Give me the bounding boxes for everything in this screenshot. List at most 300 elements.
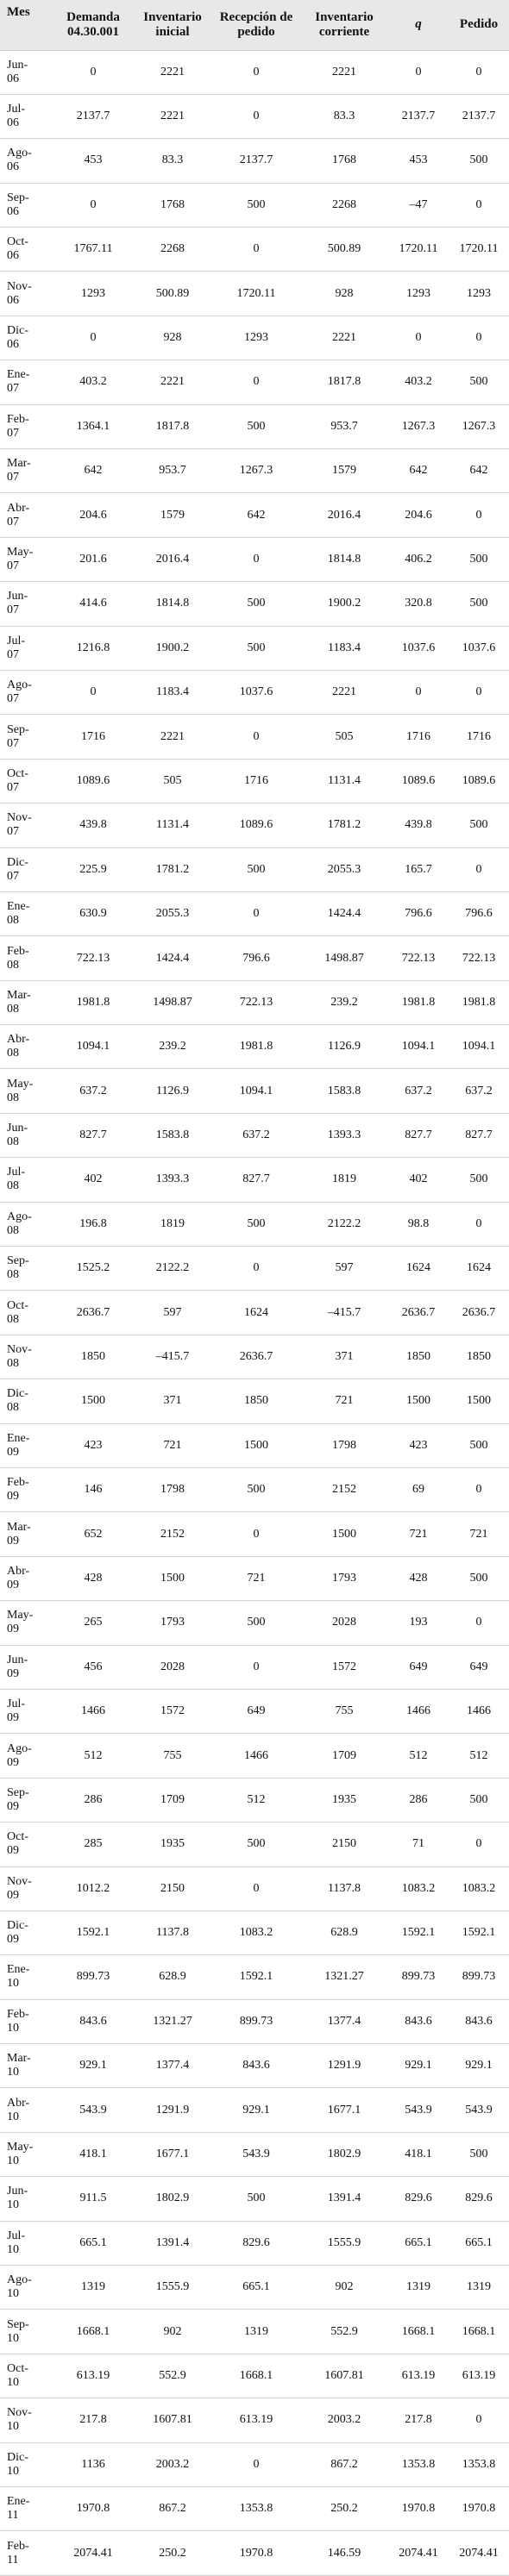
cell-pedido: 500 — [449, 803, 509, 847]
cell-mes: May- 10 — [0, 2132, 53, 2176]
cell-recepcion-pedido: 929.1 — [212, 2088, 300, 2132]
cell-recepcion-pedido: 665.1 — [212, 2266, 300, 2310]
cell-q: 637.2 — [388, 1069, 449, 1113]
table-row — [0, 360, 509, 404]
table-row — [0, 1247, 509, 1291]
cell-pedido: 1624 — [449, 1247, 509, 1291]
cell-q: 827.7 — [388, 1113, 449, 1157]
cell-demanda: 201.6 — [53, 537, 133, 581]
cell-recepcion-pedido: 0 — [212, 891, 300, 935]
cell-q: 642 — [388, 449, 449, 493]
cell-inventario-corriente: 1377.4 — [300, 1999, 388, 2043]
cell-q: 0 — [388, 50, 449, 94]
cell-demanda: 2636.7 — [53, 1291, 133, 1335]
cell-recepcion-pedido: 0 — [212, 715, 300, 759]
cell-recepcion-pedido: 722.13 — [212, 980, 300, 1024]
cell-inventario-inicial: 1814.8 — [133, 582, 212, 626]
cell-pedido: 843.6 — [449, 1999, 509, 2043]
table-row — [0, 493, 509, 537]
cell-recepcion-pedido: 1850 — [212, 1379, 300, 1423]
table-row — [0, 139, 509, 183]
cell-inventario-inicial: 1137.8 — [133, 1910, 212, 1954]
cell-inventario-corriente: 371 — [300, 1335, 388, 1379]
cell-inventario-corriente: 2003.2 — [300, 2398, 388, 2442]
cell-demanda: 1094.1 — [53, 1025, 133, 1069]
cell-demanda: 665.1 — [53, 2221, 133, 2265]
cell-inventario-corriente: 2221 — [300, 50, 388, 94]
cell-recepcion-pedido: 0 — [212, 1247, 300, 1291]
table-row — [0, 1955, 509, 1999]
cell-mes: Feb- 09 — [0, 1468, 53, 1512]
cell-demanda: 1716 — [53, 715, 133, 759]
cell-pedido: 829.6 — [449, 2177, 509, 2221]
cell-inventario-inicial: 1391.4 — [133, 2221, 212, 2265]
cell-inventario-corriente: 867.2 — [300, 2442, 388, 2486]
cell-demanda: 204.6 — [53, 493, 133, 537]
cell-pedido: 0 — [449, 1823, 509, 1866]
cell-inventario-inicial: 1819 — [133, 1202, 212, 1246]
table-row — [0, 715, 509, 759]
cell-inventario-inicial: 2221 — [133, 50, 212, 94]
cell-q: 843.6 — [388, 1999, 449, 2043]
cell-inventario-corriente: 1391.4 — [300, 2177, 388, 2221]
cell-recepcion-pedido: 649 — [212, 1689, 300, 1733]
cell-recepcion-pedido: 500 — [212, 1468, 300, 1512]
cell-mes: Ene- 09 — [0, 1423, 53, 1467]
cell-recepcion-pedido: 1592.1 — [212, 1955, 300, 1999]
cell-inventario-inicial: 2268 — [133, 228, 212, 272]
cell-pedido: 1037.6 — [449, 626, 509, 670]
cell-mes: Oct- 10 — [0, 2354, 53, 2398]
cell-mes: Mar- 07 — [0, 449, 53, 493]
cell-mes: Ago- 10 — [0, 2266, 53, 2310]
cell-pedido: 0 — [449, 1202, 509, 1246]
cell-mes: Sep- 06 — [0, 183, 53, 227]
cell-mes: Abr- 08 — [0, 1025, 53, 1069]
cell-recepcion-pedido: 1668.1 — [212, 2354, 300, 2398]
cell-demanda: 722.13 — [53, 936, 133, 980]
cell-inventario-corriente: 1768 — [300, 139, 388, 183]
cell-inventario-corriente: 1709 — [300, 1734, 388, 1778]
cell-recepcion-pedido: 0 — [212, 50, 300, 94]
cell-mes: Oct- 08 — [0, 1291, 53, 1335]
cell-mes: Oct- 07 — [0, 759, 53, 803]
cell-q: 1970.8 — [388, 2486, 449, 2530]
cell-q: 721 — [388, 1512, 449, 1556]
cell-demanda: 899.73 — [53, 1955, 133, 1999]
cell-q: 439.8 — [388, 803, 449, 847]
cell-pedido: 0 — [449, 183, 509, 227]
cell-mes: Ene- 10 — [0, 1955, 53, 1999]
cell-q: 217.8 — [388, 2398, 449, 2442]
cell-demanda: 1293 — [53, 272, 133, 316]
table-row — [0, 50, 509, 94]
cell-q: 649 — [388, 1645, 449, 1689]
table-row — [0, 2310, 509, 2354]
header-inventario-inicial: Inventario inicial — [133, 0, 212, 50]
cell-q: 423 — [388, 1423, 449, 1467]
cell-inventario-corriente: 1393.3 — [300, 1113, 388, 1157]
cell-recepcion-pedido: 1981.8 — [212, 1025, 300, 1069]
cell-demanda: 414.6 — [53, 582, 133, 626]
table-row — [0, 94, 509, 138]
cell-q: 0 — [388, 670, 449, 714]
cell-pedido: 512 — [449, 1734, 509, 1778]
cell-recepcion-pedido: 500 — [212, 1202, 300, 1246]
cell-inventario-inicial: 1498.87 — [133, 980, 212, 1024]
cell-inventario-inicial: 2016.4 — [133, 537, 212, 581]
cell-recepcion-pedido: 613.19 — [212, 2398, 300, 2442]
cell-inventario-inicial: 1131.4 — [133, 803, 212, 847]
table-row — [0, 1158, 509, 1202]
cell-mes: May- 07 — [0, 537, 53, 581]
cell-q: 1850 — [388, 1335, 449, 1379]
cell-demanda: 1981.8 — [53, 980, 133, 1024]
cell-inventario-corriente: 1572 — [300, 1645, 388, 1689]
cell-inventario-inicial: 1781.2 — [133, 847, 212, 891]
cell-demanda: 0 — [53, 50, 133, 94]
cell-q: 512 — [388, 1734, 449, 1778]
cell-inventario-corriente: 1677.1 — [300, 2088, 388, 2132]
table-row — [0, 2044, 509, 2088]
cell-mes: Abr- 07 — [0, 493, 53, 537]
header-mes: Mes — [0, 0, 53, 50]
cell-inventario-inicial: 721 — [133, 1423, 212, 1467]
cell-recepcion-pedido: 1319 — [212, 2310, 300, 2354]
cell-pedido: 500 — [449, 1556, 509, 1600]
cell-recepcion-pedido: 0 — [212, 537, 300, 581]
table-row — [0, 847, 509, 891]
cell-pedido: 500 — [449, 1158, 509, 1202]
cell-pedido: 500 — [449, 360, 509, 404]
cell-inventario-corriente: 1900.2 — [300, 582, 388, 626]
cell-inventario-inicial: 1607.81 — [133, 2398, 212, 2442]
cell-pedido: 1720.11 — [449, 228, 509, 272]
cell-mes: Ago- 06 — [0, 139, 53, 183]
cell-inventario-corriente: 2268 — [300, 183, 388, 227]
cell-demanda: 1592.1 — [53, 1910, 133, 1954]
cell-pedido: 1716 — [449, 715, 509, 759]
cell-q: 2636.7 — [388, 1291, 449, 1335]
cell-demanda: 439.8 — [53, 803, 133, 847]
cell-inventario-corriente: 1131.4 — [300, 759, 388, 803]
header-demanda: Demanda 04.30.001 — [53, 0, 133, 50]
cell-recepcion-pedido: 1037.6 — [212, 670, 300, 714]
cell-inventario-corriente: 1814.8 — [300, 537, 388, 581]
cell-recepcion-pedido: 512 — [212, 1778, 300, 1822]
cell-pedido: 665.1 — [449, 2221, 509, 2265]
cell-mes: Nov- 07 — [0, 803, 53, 847]
cell-demanda: 543.9 — [53, 2088, 133, 2132]
cell-inventario-corriente: 1555.9 — [300, 2221, 388, 2265]
cell-pedido: 1319 — [449, 2266, 509, 2310]
cell-pedido: 1089.6 — [449, 759, 509, 803]
table-row — [0, 1645, 509, 1689]
cell-inventario-corriente: 1781.2 — [300, 803, 388, 847]
cell-mes: Jul- 07 — [0, 626, 53, 670]
cell-recepcion-pedido: 0 — [212, 1866, 300, 1910]
table-row — [0, 1379, 509, 1423]
cell-inventario-corriente: 1291.9 — [300, 2044, 388, 2088]
cell-inventario-corriente: 239.2 — [300, 980, 388, 1024]
cell-inventario-inicial: 552.9 — [133, 2354, 212, 2398]
cell-mes: May- 09 — [0, 1601, 53, 1645]
cell-inventario-inicial: 2221 — [133, 94, 212, 138]
cell-recepcion-pedido: 637.2 — [212, 1113, 300, 1157]
cell-inventario-inicial: 2221 — [133, 360, 212, 404]
cell-pedido: 0 — [449, 2398, 509, 2442]
cell-recepcion-pedido: 2636.7 — [212, 1335, 300, 1379]
cell-q: 722.13 — [388, 936, 449, 980]
cell-q: 829.6 — [388, 2177, 449, 2221]
cell-mes: Jun- 08 — [0, 1113, 53, 1157]
header-inventario-corriente: Inventario corriente — [300, 0, 388, 50]
cell-recepcion-pedido: 500 — [212, 1823, 300, 1866]
cell-q: 1624 — [388, 1247, 449, 1291]
header-pedido: Pedido — [449, 0, 509, 50]
table-row — [0, 1468, 509, 1512]
cell-mes: Nov- 08 — [0, 1335, 53, 1379]
table-row — [0, 759, 509, 803]
cell-pedido: 0 — [449, 847, 509, 891]
cell-mes: Mar- 09 — [0, 1512, 53, 1556]
cell-demanda: 2074.41 — [53, 2531, 133, 2575]
table-row — [0, 316, 509, 360]
cell-mes: Feb- 11 — [0, 2531, 53, 2575]
cell-inventario-inicial: 1583.8 — [133, 1113, 212, 1157]
cell-pedido: 1293 — [449, 272, 509, 316]
cell-pedido: 0 — [449, 50, 509, 94]
table-row — [0, 1335, 509, 1379]
cell-inventario-corriente: 1793 — [300, 1556, 388, 1600]
cell-inventario-corriente: 1935 — [300, 1778, 388, 1822]
cell-q: 929.1 — [388, 2044, 449, 2088]
cell-demanda: 1089.6 — [53, 759, 133, 803]
cell-pedido: 1094.1 — [449, 1025, 509, 1069]
cell-inventario-inicial: 867.2 — [133, 2486, 212, 2530]
cell-demanda: 217.8 — [53, 2398, 133, 2442]
cell-mes: Jul- 09 — [0, 1689, 53, 1733]
cell-mes: Nov- 06 — [0, 272, 53, 316]
cell-pedido: 1267.3 — [449, 404, 509, 448]
table-row — [0, 2354, 509, 2398]
cell-inventario-inicial: 1424.4 — [133, 936, 212, 980]
cell-demanda: 1850 — [53, 1335, 133, 1379]
cell-pedido: 721 — [449, 1512, 509, 1556]
table-row — [0, 537, 509, 581]
cell-inventario-inicial: 1321.27 — [133, 1999, 212, 2043]
cell-inventario-corriente: 2150 — [300, 1823, 388, 1866]
cell-q: 406.2 — [388, 537, 449, 581]
cell-demanda: 285 — [53, 1823, 133, 1866]
cell-mes: Oct- 06 — [0, 228, 53, 272]
cell-demanda: 827.7 — [53, 1113, 133, 1157]
cell-pedido: 2137.7 — [449, 94, 509, 138]
cell-demanda: 1466 — [53, 1689, 133, 1733]
cell-demanda: 402 — [53, 1158, 133, 1202]
table-body — [0, 50, 509, 2575]
cell-inventario-inicial: 2150 — [133, 1866, 212, 1910]
cell-pedido: 500 — [449, 1778, 509, 1822]
cell-pedido: 1466 — [449, 1689, 509, 1733]
table-row — [0, 980, 509, 1024]
cell-demanda: 0 — [53, 183, 133, 227]
cell-q: 71 — [388, 1823, 449, 1866]
cell-mes: Jul- 06 — [0, 94, 53, 138]
cell-pedido: 1970.8 — [449, 2486, 509, 2530]
cell-q: 69 — [388, 1468, 449, 1512]
cell-mes: Dic- 08 — [0, 1379, 53, 1423]
cell-recepcion-pedido: 1624 — [212, 1291, 300, 1335]
cell-inventario-inicial: 1817.8 — [133, 404, 212, 448]
cell-mes: Abr- 10 — [0, 2088, 53, 2132]
cell-mes: Jun- 06 — [0, 50, 53, 94]
cell-inventario-inicial: 1709 — [133, 1778, 212, 1822]
cell-recepcion-pedido: 500 — [212, 582, 300, 626]
cell-inventario-inicial: 500.89 — [133, 272, 212, 316]
cell-recepcion-pedido: 1716 — [212, 759, 300, 803]
cell-pedido: 1353.8 — [449, 2442, 509, 2486]
cell-mes: Jun- 10 — [0, 2177, 53, 2221]
cell-recepcion-pedido: 827.7 — [212, 1158, 300, 1202]
cell-inventario-corriente: 2016.4 — [300, 493, 388, 537]
cell-inventario-inicial: 1579 — [133, 493, 212, 537]
table-row — [0, 2177, 509, 2221]
cell-inventario-corriente: 1424.4 — [300, 891, 388, 935]
cell-pedido: 0 — [449, 493, 509, 537]
cell-mes: Sep- 10 — [0, 2310, 53, 2354]
cell-pedido: 1592.1 — [449, 1910, 509, 1954]
cell-inventario-inicial: 1377.4 — [133, 2044, 212, 2088]
cell-q: 0 — [388, 316, 449, 360]
cell-recepcion-pedido: 1293 — [212, 316, 300, 360]
cell-mes: Jun- 07 — [0, 582, 53, 626]
header-recepcion-pedido: Recepción de pedido — [212, 0, 300, 50]
table-row — [0, 1512, 509, 1556]
cell-q: 2074.41 — [388, 2531, 449, 2575]
table-row — [0, 1778, 509, 1822]
cell-pedido: 500 — [449, 537, 509, 581]
table-row — [0, 1423, 509, 1467]
cell-inventario-inicial: 755 — [133, 1734, 212, 1778]
table-row — [0, 582, 509, 626]
table-row — [0, 1069, 509, 1113]
cell-inventario-inicial: 902 — [133, 2310, 212, 2354]
cell-recepcion-pedido: 1083.2 — [212, 1910, 300, 1954]
cell-inventario-corriente: 2055.3 — [300, 847, 388, 891]
cell-recepcion-pedido: 1720.11 — [212, 272, 300, 316]
cell-mes: Oct- 09 — [0, 1823, 53, 1866]
cell-inventario-corriente: 1802.9 — [300, 2132, 388, 2176]
cell-q: 320.8 — [388, 582, 449, 626]
cell-mes: Jun- 09 — [0, 1645, 53, 1689]
cell-pedido: 500 — [449, 139, 509, 183]
cell-mes: Mar- 10 — [0, 2044, 53, 2088]
cell-recepcion-pedido: 500 — [212, 626, 300, 670]
cell-inventario-inicial: 2221 — [133, 715, 212, 759]
cell-pedido: 613.19 — [449, 2354, 509, 2398]
cell-inventario-corriente: 1321.27 — [300, 1955, 388, 1999]
cell-demanda: 637.2 — [53, 1069, 133, 1113]
cell-pedido: 500 — [449, 2132, 509, 2176]
cell-pedido: 1500 — [449, 1379, 509, 1423]
cell-recepcion-pedido: 0 — [212, 1645, 300, 1689]
cell-recepcion-pedido: 0 — [212, 360, 300, 404]
cell-recepcion-pedido: 721 — [212, 1556, 300, 1600]
cell-inventario-inicial: 505 — [133, 759, 212, 803]
cell-inventario-inicial: 953.7 — [133, 449, 212, 493]
cell-inventario-corriente: 2221 — [300, 670, 388, 714]
cell-pedido: 1083.2 — [449, 1866, 509, 1910]
cell-inventario-corriente: 2122.2 — [300, 1202, 388, 1246]
cell-demanda: 1525.2 — [53, 1247, 133, 1291]
cell-inventario-inicial: 928 — [133, 316, 212, 360]
cell-demanda: 630.9 — [53, 891, 133, 935]
cell-mes: Sep- 07 — [0, 715, 53, 759]
table-row — [0, 272, 509, 316]
cell-inventario-inicial: 1677.1 — [133, 2132, 212, 2176]
cell-demanda: 1136 — [53, 2442, 133, 2486]
cell-recepcion-pedido: 1094.1 — [212, 1069, 300, 1113]
cell-inventario-corriente: 1500 — [300, 1512, 388, 1556]
cell-pedido: 1668.1 — [449, 2310, 509, 2354]
table-row — [0, 2486, 509, 2530]
cell-inventario-inicial: 1798 — [133, 1468, 212, 1512]
cell-demanda: 1970.8 — [53, 2486, 133, 2530]
cell-q: 1293 — [388, 272, 449, 316]
cell-inventario-corriente: 1183.4 — [300, 626, 388, 670]
cell-q: 402 — [388, 1158, 449, 1202]
cell-recepcion-pedido: 500 — [212, 404, 300, 448]
cell-inventario-inicial: 1393.3 — [133, 1158, 212, 1202]
cell-mes: Ago- 08 — [0, 1202, 53, 1246]
cell-recepcion-pedido: 796.6 — [212, 936, 300, 980]
table-row — [0, 449, 509, 493]
cell-recepcion-pedido: 829.6 — [212, 2221, 300, 2265]
cell-demanda: 1668.1 — [53, 2310, 133, 2354]
cell-pedido: 2636.7 — [449, 1291, 509, 1335]
cell-inventario-inicial: 239.2 — [133, 1025, 212, 1069]
cell-inventario-inicial: 1900.2 — [133, 626, 212, 670]
cell-demanda: 403.2 — [53, 360, 133, 404]
cell-q: 543.9 — [388, 2088, 449, 2132]
cell-q: 418.1 — [388, 2132, 449, 2176]
cell-demanda: 1767.11 — [53, 228, 133, 272]
cell-inventario-corriente: 552.9 — [300, 2310, 388, 2354]
cell-demanda: 418.1 — [53, 2132, 133, 2176]
cell-recepcion-pedido: 500 — [212, 1601, 300, 1645]
cell-recepcion-pedido: 843.6 — [212, 2044, 300, 2088]
cell-mes: Ene- 08 — [0, 891, 53, 935]
cell-inventario-inicial: 628.9 — [133, 1955, 212, 1999]
cell-inventario-inicial: 2152 — [133, 1512, 212, 1556]
cell-demanda: 1500 — [53, 1379, 133, 1423]
cell-demanda: 843.6 — [53, 1999, 133, 2043]
cell-q: 1720.11 — [388, 228, 449, 272]
table-row — [0, 1734, 509, 1778]
cell-q: 1037.6 — [388, 626, 449, 670]
table-row — [0, 1202, 509, 1246]
table-row — [0, 1025, 509, 1069]
cell-demanda: 0 — [53, 316, 133, 360]
cell-pedido: 2074.41 — [449, 2531, 509, 2575]
cell-q: –47 — [388, 183, 449, 227]
cell-inventario-inicial: 1793 — [133, 1601, 212, 1645]
cell-inventario-corriente: 928 — [300, 272, 388, 316]
cell-inventario-corriente: 83.3 — [300, 94, 388, 138]
header-row — [0, 0, 509, 50]
cell-inventario-inicial: 371 — [133, 1379, 212, 1423]
